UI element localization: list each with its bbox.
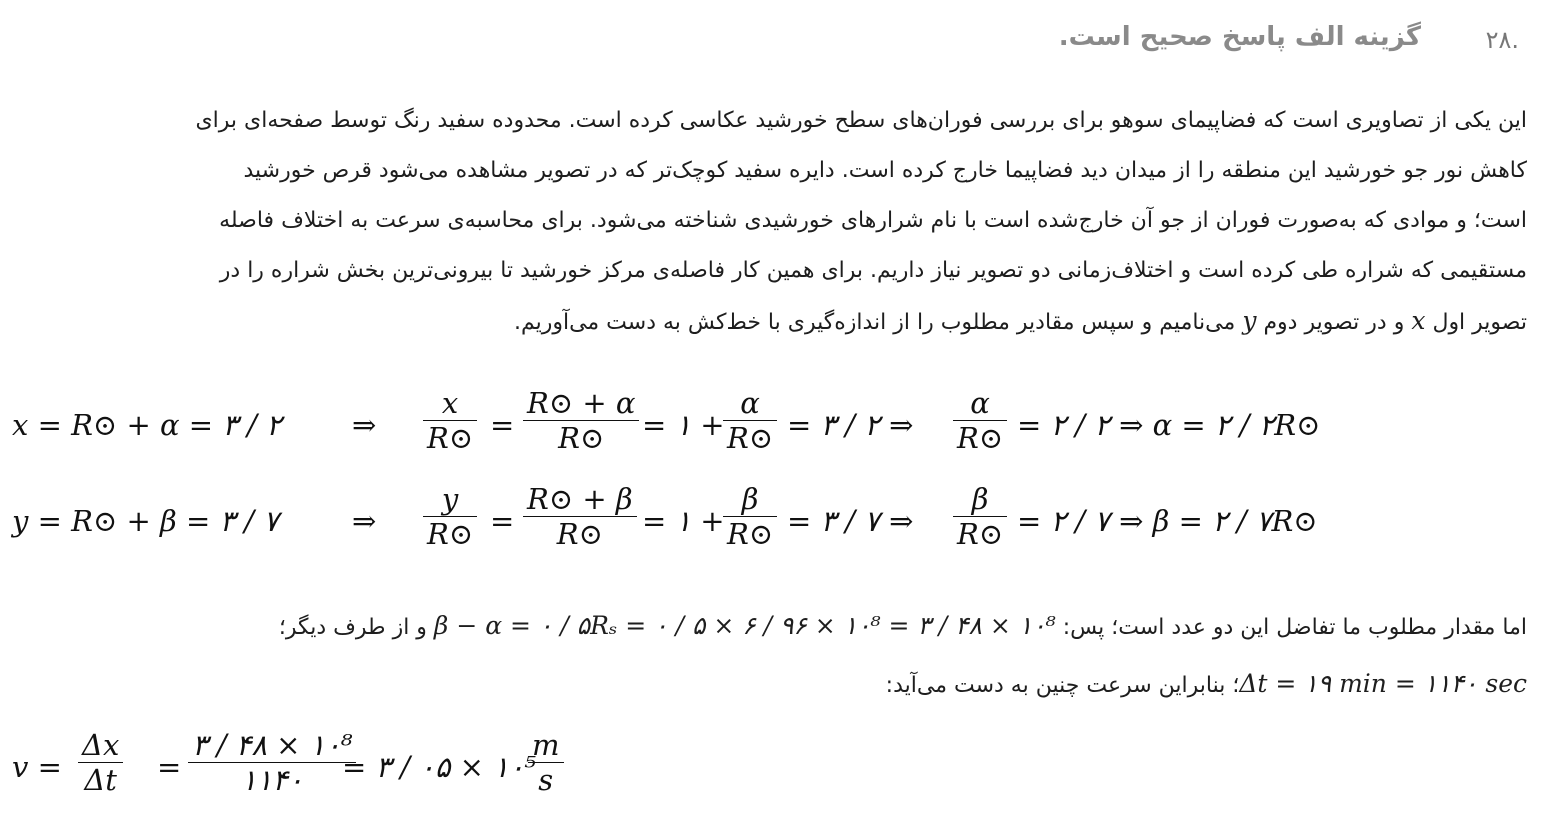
- variable-x: x: [1411, 306, 1426, 335]
- velocity-fraction-2: $\frac{\text{۳ / ۴۸ × ۱۰⁸}}{۱۱۴۰}$: [188, 728, 356, 797]
- eq1-implies: ⇒: [352, 408, 377, 442]
- eq2-implies: ⇒: [352, 504, 377, 538]
- eq1-fraction-1: $\frac{x}{R⊙}$: [423, 386, 477, 455]
- eq1-fraction-4: $\frac{\alpha}{R⊙}$: [953, 386, 1007, 455]
- paragraph-line-3: است؛ و موادی که به‌صورت فوران از جو آن خارج‌شده است با نام شرارهای خورشیدی شناخته می‌شود. برای محاسبه‌ی سرعت به اختلاف فاصله: [219, 208, 1527, 233]
- paragraph-line-4: مستقیمی که شراره طی کرده است و اختلاف‌زمانی دو تصویر نیاز داریم. برای همین کار فاصله‌ی مرکز خورشید تا بیرونی‌ترین بخش شراره را در: [219, 258, 1527, 283]
- eq1-fraction-2: $\frac{R⊙ + \alpha}{R⊙}$: [523, 386, 639, 455]
- equation-beta: y = R⊙ + β = ۳ / ۷ ⇒ $\frac{y}{R⊙}$ = $\frac{R⊙ + \beta}{R⊙}$ = ۱ + $\frac{\beta}{R⊙}$ = ۳ / ۷ ⇒ $\frac{\beta}{R⊙}$ = ۲ / ۷ ⇒ β = ۲ / ۷R⊙: [12, 482, 1318, 551]
- difference-line: اما مقدار مطلوب ما تفاضل این دو عدد است؛ پس: β − α = ۰ / ۵Rₛ = ۰ / ۵ × ۶ / ۹۶ × ۱۰⁸ = ۳ / ۴۸ × ۱۰⁸ و از طرف دیگر؛: [278, 611, 1527, 640]
- equation-alpha: x = R⊙ + α = ۳ / ۲ ⇒ $\frac{x}{R⊙}$ = $\frac{R⊙ + \alpha}{R⊙}$ = ۱ + $\frac{\alpha}{R⊙}$ = ۳ / ۲ ⇒ $\frac{\alpha}{R⊙}$ = ۲ / ۲ ⇒ α = ۲ / ۲R⊙: [12, 386, 1321, 455]
- paragraph-line-5: تصویر اول x و در تصویر دوم y می‌نامیم و سپس مقادیر مطلوب را از اندازه‌گیری با خط‌کش به دست می‌آوریم.: [513, 306, 1527, 335]
- time-line: Δt = ۱۹ min = ۱۱۴۰ sec؛ بنابراین سرعت چنین به دست می‌آید:: [885, 669, 1527, 698]
- paragraph-line-1: این یکی از تصاویری است که فضاپیمای سوهو برای بررسی فوران‌های سطح خورشید عکاسی کرده است. محدوده سفید رنگ توسط صفحه‌ای برای: [195, 108, 1527, 133]
- eq2-fraction-4: $\frac{\beta}{R⊙}$: [953, 482, 1007, 551]
- time-math: Δt = ۱۹ min = ۱۱۴۰ sec: [1239, 669, 1527, 698]
- eq2-fraction-2: $\frac{R⊙ + \beta}{R⊙}$: [523, 482, 637, 551]
- velocity-equation: v = $\frac{\Delta x}{\Delta t}$ = $\frac{\text{۳ / ۴۸ × ۱۰⁸}}{۱۱۴۰}$ = ۳ / ۰۵ × ۱۰⁵ $\frac{m}{s}$: [12, 728, 712, 818]
- answer-title: گزینه الف پاسخ صحیح است.: [1058, 22, 1421, 52]
- eq1-fraction-3: $\frac{\alpha}{R⊙}$: [723, 386, 777, 455]
- difference-math: β − α = ۰ / ۵Rₛ = ۰ / ۵ × ۶ / ۹۶ × ۱۰⁸ = ۳ / ۴۸ × ۱۰⁸: [433, 611, 1056, 640]
- velocity-fraction-1: $\frac{\Delta x}{\Delta t}$: [78, 728, 123, 797]
- eq1-lhs: x = R⊙ + α = ۳ / ۲: [12, 408, 282, 442]
- explanation-paragraph: [10, 96, 1527, 348]
- eq2-lhs: y = R⊙ + β = ۳ / ۷: [12, 504, 279, 538]
- paragraph-line-2: کاهش نور جو خورشید این منطقه را از میدان دید فضاپیما خارج کرده است. دایره سفید کوچک‌تر که در تصویر مشاهده می‌شود قرص خورشید: [243, 158, 1527, 183]
- question-number: ۲۸.: [1485, 26, 1519, 54]
- eq2-fraction-3: $\frac{\beta}{R⊙}$: [723, 482, 777, 551]
- variable-y: y: [1242, 306, 1257, 335]
- eq2-fraction-1: $\frac{y}{R⊙}$: [423, 482, 477, 551]
- velocity-unit: $\frac{m}{s}$: [528, 728, 564, 797]
